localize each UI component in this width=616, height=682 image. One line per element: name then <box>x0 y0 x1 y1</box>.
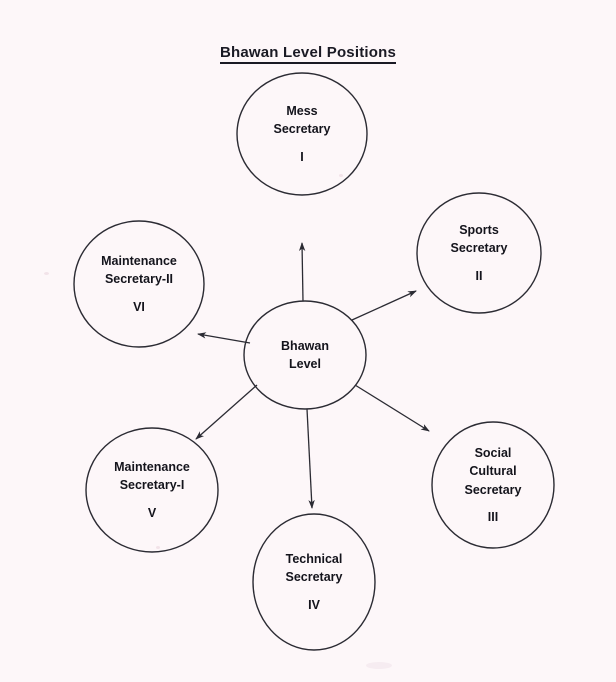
maintenance-secretary-2-node <box>73 222 205 346</box>
page-title-text: Bhawan Level Positions <box>220 44 396 64</box>
connector-to-technical-secretary <box>307 409 312 508</box>
page-title <box>0 44 616 61</box>
sports-secretary-number: II <box>475 268 483 283</box>
mess-secretary-line1: Mess <box>286 104 318 119</box>
connector-to-social-cultural-secretary <box>355 385 429 431</box>
social-cultural-secretary-line3: Secretary <box>464 482 522 497</box>
center-node-line1: Bhawan <box>281 338 329 353</box>
connector-to-maintenance-secretary-2 <box>198 334 250 343</box>
technical-secretary-line2: Secretary <box>285 570 343 585</box>
center-node <box>244 301 366 409</box>
maintenance-secretary-2-line2: Secretary-II <box>104 272 174 287</box>
maintenance-secretary-1-number: V <box>147 505 157 520</box>
social-cultural-secretary-number: III <box>487 509 499 524</box>
social-cultural-secretary-line2: Cultural <box>469 464 517 479</box>
sports-secretary-line2: Secretary <box>450 241 508 256</box>
maintenance-secretary-1-node <box>86 428 218 552</box>
social-cultural-secretary-line1: Social <box>474 446 512 461</box>
technical-secretary-node <box>253 514 375 650</box>
maintenance-secretary-1-line2: Secretary-I <box>119 478 185 493</box>
sports-secretary-node <box>417 193 541 313</box>
maintenance-secretary-2-line1: Maintenance <box>101 254 177 269</box>
mess-secretary-line2: Secretary <box>273 122 331 137</box>
connector-to-mess-secretary <box>302 243 303 301</box>
mess-secretary-number: I <box>300 149 304 164</box>
maintenance-secretary-2-number: VI <box>133 299 145 314</box>
center-node-line2: Level <box>289 357 321 371</box>
technical-secretary-line1: Technical <box>285 552 343 567</box>
sports-secretary-line1: Sports <box>459 223 499 238</box>
technical-secretary-number: IV <box>308 597 320 612</box>
maintenance-secretary-1-line1: Maintenance <box>114 460 190 475</box>
mess-secretary-node <box>237 73 367 195</box>
social-cultural-secretary-node <box>432 422 554 548</box>
